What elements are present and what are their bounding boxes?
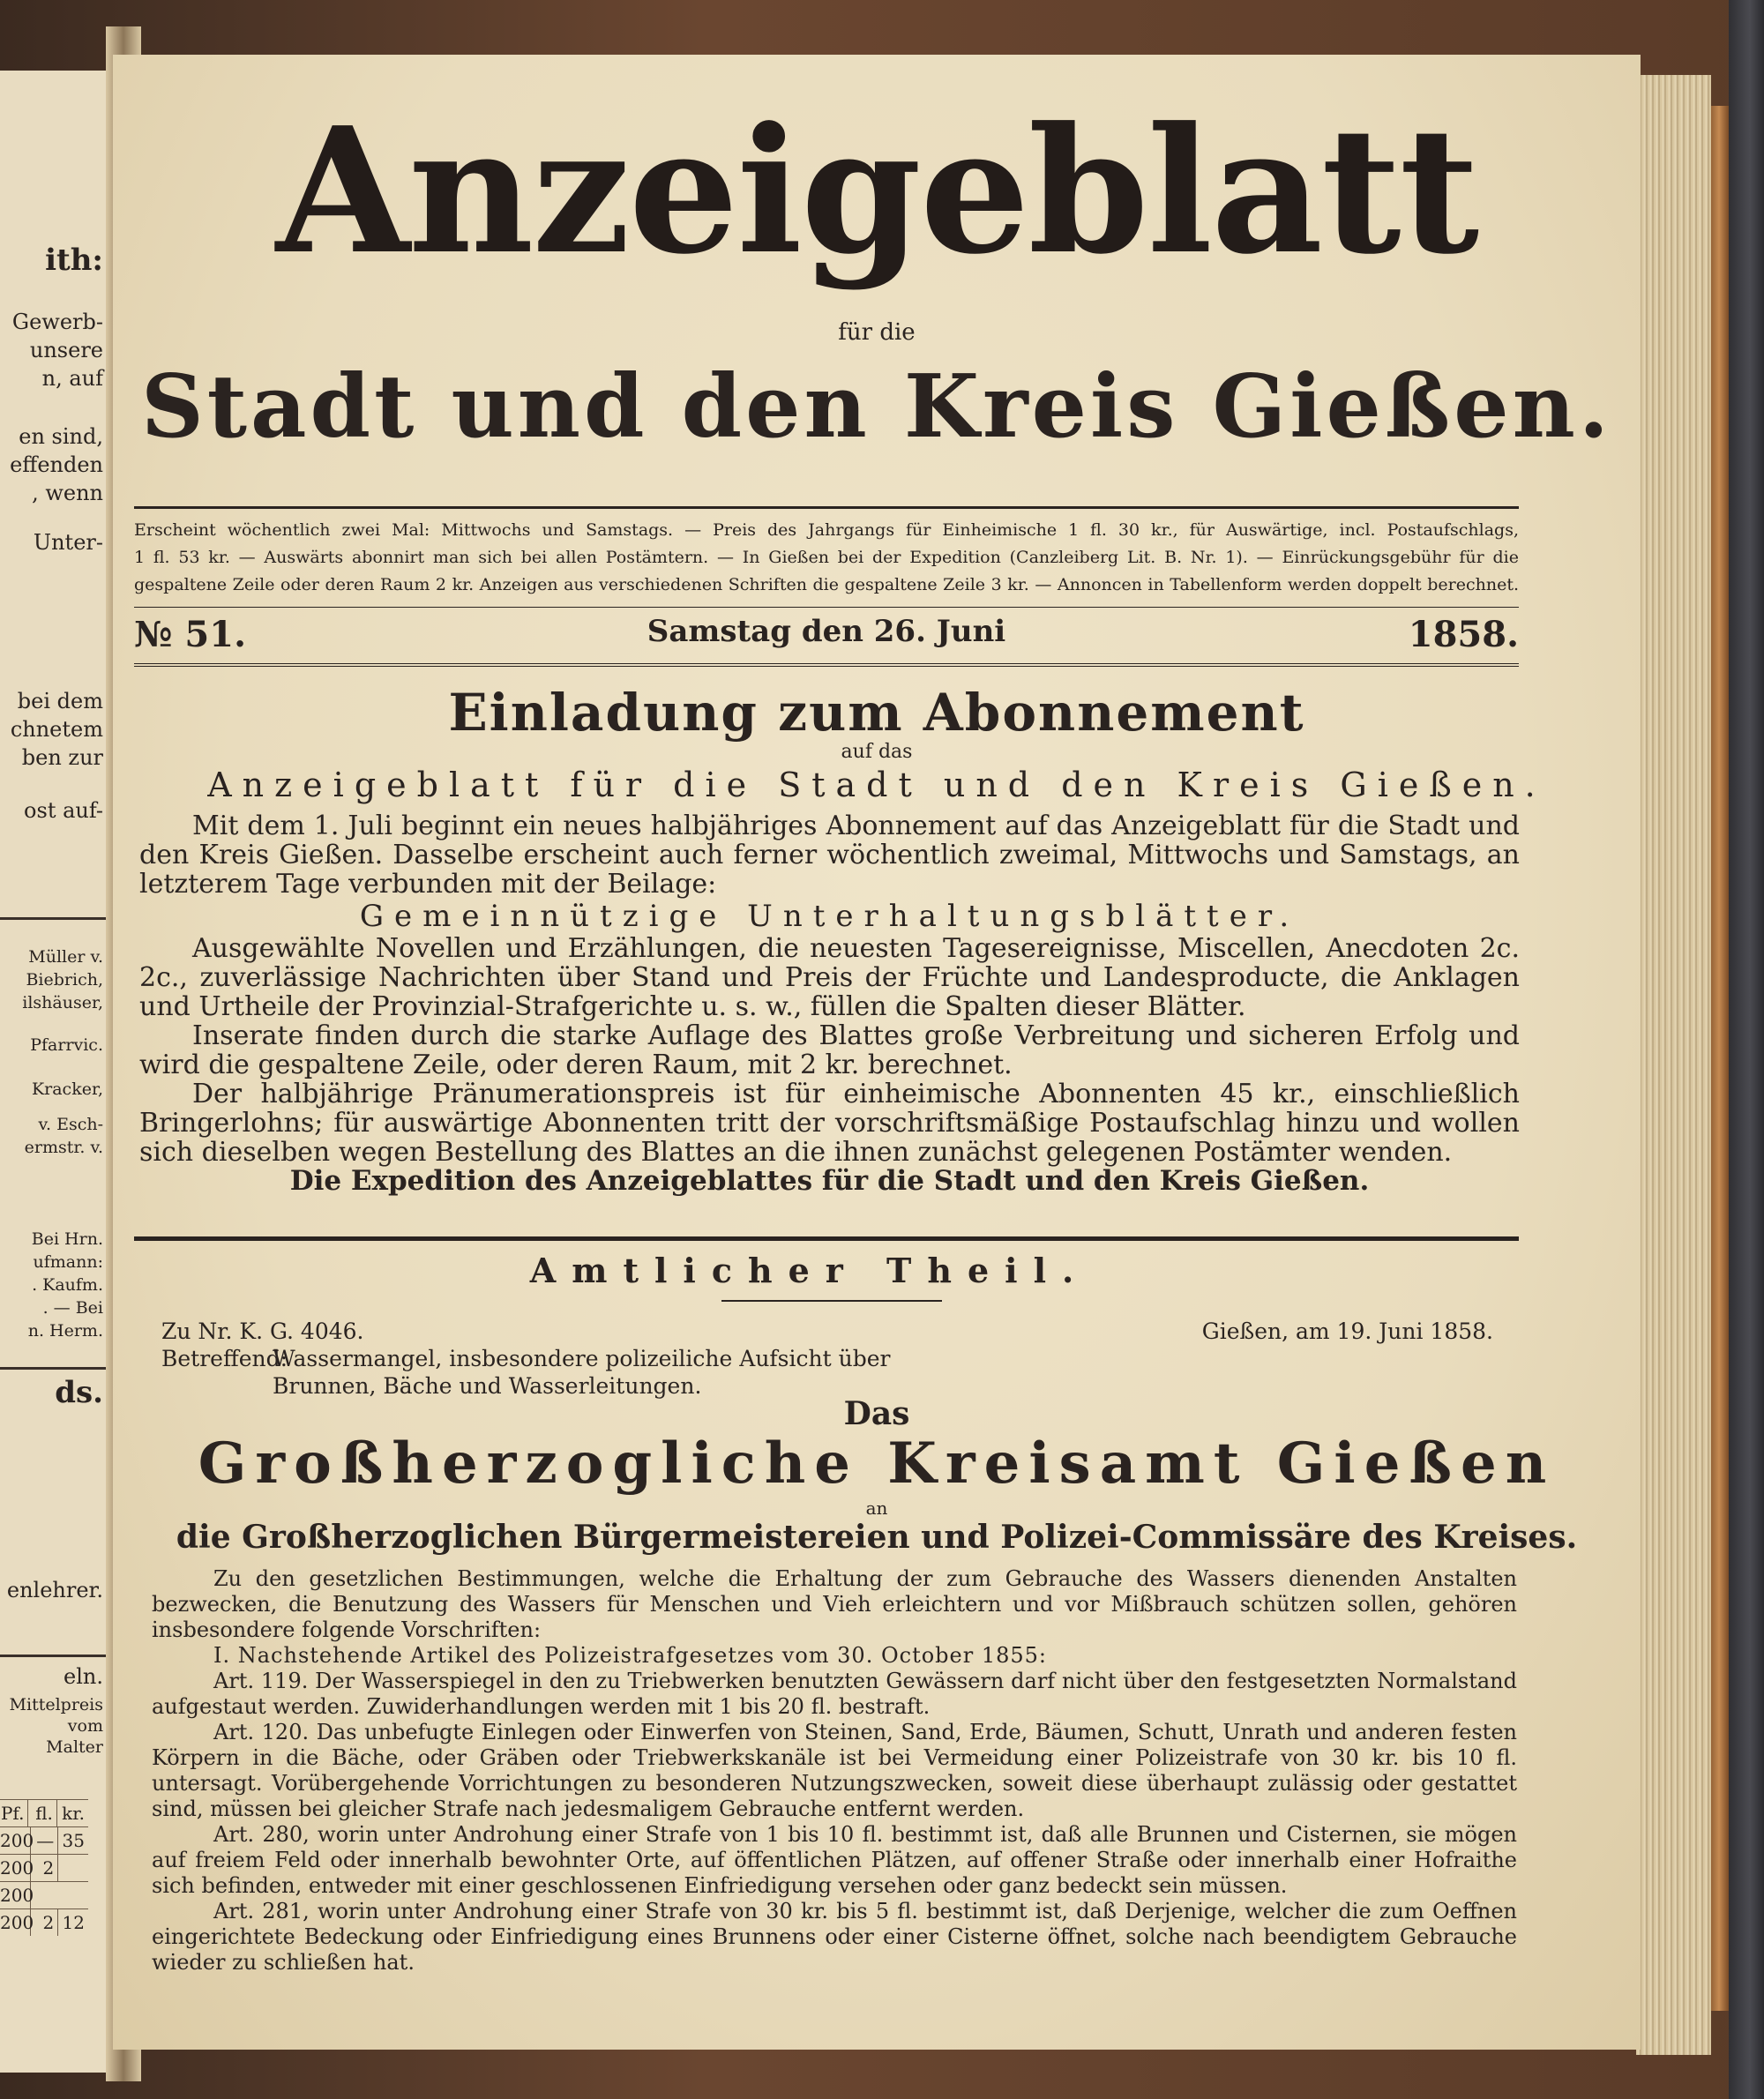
page-stack-edges xyxy=(1636,75,1711,2055)
left-fragment: Kracker, xyxy=(31,1079,103,1099)
masthead-title: Anzeigeblatt xyxy=(275,90,1478,293)
left-fragment: n. Herm. xyxy=(27,1321,103,1341)
table-cell: fl. xyxy=(28,1800,56,1826)
left-fragment: . — Bei xyxy=(42,1298,103,1318)
table-cell: 2 xyxy=(31,1855,58,1881)
official-reference xyxy=(161,1318,1493,1400)
place-date: Gießen, am 19. Juni 1858. xyxy=(1201,1318,1493,1344)
left-fragment: . Kaufm. xyxy=(32,1275,103,1295)
binding-edge xyxy=(1729,0,1764,2099)
table-cell: 2 xyxy=(31,1909,58,1936)
reference-number: Zu Nr. K. G. 4046. xyxy=(161,1318,364,1344)
left-fragment: chnetem xyxy=(10,717,103,742)
left-fragment: ds. xyxy=(55,1375,103,1410)
invitation-paragraph: Der halbjährige Pränumerationspreis ist für einheimische Abonnenten 45 kr., einschließlich Bringerlohns; für auswärtige Abonnenten tritt der vorschriftsmäßige Postaufschlag hinzu und wollen sich dieselben wegen Bestellung des Blattes an die ihnen zunächst gelegenen Postämter wenden. xyxy=(139,1079,1520,1168)
table-cell: 35 xyxy=(62,1830,85,1851)
table-cell: 12 xyxy=(62,1912,85,1933)
table-row xyxy=(0,1799,88,1826)
left-fragment: ith: xyxy=(45,243,103,278)
left-fragment: en sind, xyxy=(19,424,103,449)
left-fragment: n, auf xyxy=(41,366,103,391)
table-cell: — xyxy=(31,1827,58,1854)
subscription-info xyxy=(134,517,1519,599)
invitation-beilage: Gemeinnützige Unterhaltungsblätter. xyxy=(359,899,1300,934)
official-an: an xyxy=(865,1498,888,1519)
issue-number: № 51. xyxy=(134,614,246,655)
invitation-paragraph: Mit dem 1. Juli beginnt ein neues halbjähriges Abonnement auf das Anzeigeblatt für die Stadt und den Kreis Gießen. Dasselbe erscheint auch ferner wöchentlich zweimal, Mittwochs und Samstags, an letzterem Tage verbunden mit der Beilage: xyxy=(139,810,1520,900)
article-281: Art. 281, worin unter Androhung einer Strafe von 30 kr. bis 5 fl. bestimmt ist, daß Derjenige, welcher die zum Oeffnen eingerichtete Bedeckung oder Einfriedigung eines Brunnens oder einer Cisterne öffnet, solche nach beendigtem Gebrauche wieder zu schließen hat. xyxy=(152,1899,1517,1975)
invitation-paragraph: Inserate finden durch die starke Auflage des Blattes große Verbreitung und sicheren Erfolg und wird die gespaltene Zeile, oder deren Raum, mit 2 kr. berechnet. xyxy=(139,1020,1520,1080)
page-block-edge-gilt xyxy=(1709,106,1729,2011)
facing-page-fragment xyxy=(0,71,110,2073)
left-rule xyxy=(0,1655,110,1657)
issue-year: 1858. xyxy=(1408,614,1519,655)
betreffend-block xyxy=(161,1345,1493,1400)
invitation-auf-das: auf das xyxy=(841,741,913,763)
table-cell: Pf. xyxy=(0,1800,28,1826)
left-fragment: eln. xyxy=(64,1664,103,1689)
left-fragment: ost auf- xyxy=(24,798,103,823)
newspaper-page xyxy=(113,55,1641,2050)
betreffend-text: Wassermangel, insbesondere polizeiliche Aufsicht über Brunnen, Bäche und Wasserleitungen. xyxy=(273,1346,891,1399)
article-120: Art. 120. Das unbefugte Einlegen oder Einwerfen von Steinen, Sand, Erde, Bäumen, Schutt, Unrath und anderen festen Körpern in die Bäche, oder Gräben oder Triebwerkskanäle ist bei Vermeidung einer Polizeistrafe von 30 kr. bis 10 fl. untersagt. Vorübergehende Vorrichtungen zu besonderen Nutzungszwecken, soweit diese überhaupt zulässig oder gestattet sind, müssen bei gleicher Strafe nach jedesmaligem Gebrauche entfernt werden. xyxy=(152,1720,1517,1821)
table-row xyxy=(0,1909,88,1936)
table-cell: kr. xyxy=(62,1803,86,1824)
invitation-heading: Einladung zum Abonnement xyxy=(448,683,1305,743)
invitation-paragraph: Ausgewählte Novellen und Erzählungen, die neuesten Tagesereignisse, Miscellen, Anecdoten 2c. 2c., zuverlässige Nachrichten über Stand und Preis der Früchte und Landesproducte, die Anklagen und Urtheile der Provinzial-Strafgerichte u. s. w., füllen die Spalten dieser Blätter. xyxy=(139,933,1520,1022)
table-row xyxy=(0,1881,88,1909)
table-cell: 200 xyxy=(0,1909,31,1936)
left-price-table xyxy=(0,1799,88,1936)
dateline-rule xyxy=(134,663,1519,667)
left-fragment: ilshäuser, xyxy=(22,993,103,1012)
official-paragraph: Zu den gesetzlichen Bestimmungen, welche die Erhaltung der zum Gebrauche des Wassers dienenden Anstalten bezwecken, die Benutzung des Wassers für Menschen und Vieh erleichtern und vor Mißbrauch schützen sollen, gehören insbesondere folgende Vorschriften: xyxy=(152,1566,1517,1642)
official-das: Das xyxy=(843,1395,910,1432)
left-fragment: ben zur xyxy=(21,745,103,770)
official-section: I. Nachstehende Artikel des Polizeistrafgesetzes vom 30. October 1855: xyxy=(213,1643,1047,1668)
official-text xyxy=(152,1566,1517,1976)
left-fragment: vom xyxy=(67,1716,103,1736)
info-line: 1 fl. 53 kr. — Auswärts abonnirt man sich bei allen Postämtern. — In Gießen bei der Expedition (Canzleiberg Lit. B. Nr. 1). — Einrückungsgebühr für die xyxy=(134,548,1519,567)
official-heading-rule xyxy=(721,1300,942,1302)
info-line: Erscheint wöchentlich zwei Mal: Mittwochs und Samstags. — Preis des Jahrgangs für Einheimische 1 fl. 30 kr., für Auswärtige, incl. Postaufschlags, xyxy=(134,520,1519,540)
left-fragment: Gewerb- xyxy=(11,310,103,334)
left-fragment: unsere xyxy=(29,338,103,362)
left-fragment: Malter xyxy=(46,1737,103,1757)
info-rule xyxy=(134,607,1519,608)
official-recipients: die Großherzoglichen Bürgermeistereien und Polizei-Commissäre des Kreises. xyxy=(176,1519,1578,1556)
masthead-rule xyxy=(134,506,1519,509)
left-fragment: Müller v. xyxy=(28,947,103,967)
invitation-signature: Die Expedition des Anzeigeblattes für die Stadt und den Kreis Gießen. xyxy=(289,1165,1370,1197)
left-fragment: bei dem xyxy=(17,689,103,713)
issue-date: Samstag den 26. Juni xyxy=(647,614,1006,649)
section-rule xyxy=(134,1236,1519,1241)
left-fragment: ermstr. v. xyxy=(24,1138,103,1157)
left-fragment: Biebrich, xyxy=(26,970,103,990)
masthead-subtitle: Stadt und den Kreis Gießen. xyxy=(141,356,1612,458)
left-rule xyxy=(0,1367,110,1370)
left-fragment: Pfarrvic. xyxy=(30,1035,103,1055)
left-fragment: enlehrer. xyxy=(6,1578,103,1602)
invitation-body xyxy=(139,811,1520,1196)
table-row xyxy=(0,1826,88,1854)
issue-dateline xyxy=(134,614,1519,667)
betreffend-label: Betreffend: xyxy=(161,1346,288,1371)
left-fragment: ufmann: xyxy=(33,1252,103,1272)
left-fragment: Bei Hrn. xyxy=(31,1229,103,1249)
official-authority: Großherzogliche Kreisamt Gießen xyxy=(198,1430,1556,1497)
left-rule xyxy=(0,917,110,920)
left-fragment: effenden xyxy=(10,452,103,477)
invitation-paper-name: Anzeigeblatt für die Stadt und den Kreis Gießen. xyxy=(207,766,1546,804)
left-fragment: , wenn xyxy=(32,481,103,505)
left-fragment: Unter- xyxy=(33,530,103,555)
official-heading: Amtlicher Theil. xyxy=(529,1251,1090,1290)
table-cell: 200 xyxy=(0,1827,31,1854)
article-280: Art. 280, worin unter Androhung einer Strafe von 1 bis 10 fl. bestimmt ist, daß alle Brunnen und Cisternen, sie mögen auf freiem Feld oder innerhalb bewohnter Orte, auf öffentlichen Plätzen, auf offener Straße oder innerhalb einer Hofraithe sich befinden, entweder mit einer geschlossenen Einfriedigung versehen oder ganz bedeckt sein müssen. xyxy=(152,1822,1517,1898)
masthead-fuer-die: für die xyxy=(838,319,916,346)
table-cell: 200 xyxy=(0,1855,31,1881)
left-fragment: v. Esch- xyxy=(38,1115,103,1134)
article-119: Art. 119. Der Wasserspiegel in den zu Triebwerken benutzten Gewässern darf nicht über den festgesetzten Normalstand aufgestaut werden. Zuwiderhandlungen werden mit 1 bis 20 fl. bestraft. xyxy=(152,1669,1517,1719)
table-row xyxy=(0,1854,88,1881)
info-line: gespaltene Zeile oder deren Raum 2 kr. Anzeigen aus verschiedenen Schriften die gespaltene Zeile 3 kr. — Annoncen in Tabellenform werden doppelt berechnet. xyxy=(134,575,1519,594)
table-cell: 200 xyxy=(0,1882,31,1909)
left-fragment: Mittelpreis xyxy=(9,1695,103,1714)
